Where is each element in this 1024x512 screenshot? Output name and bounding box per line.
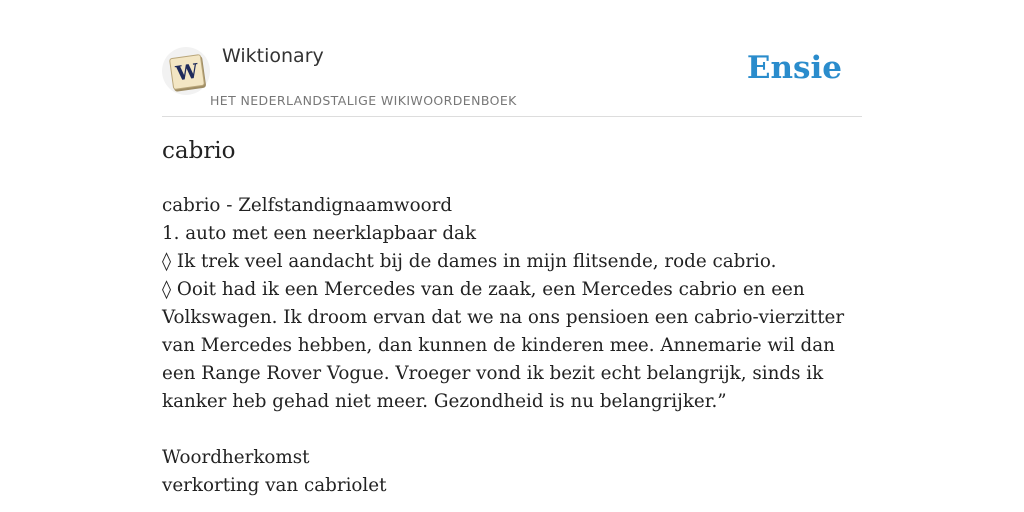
- spacer: [162, 416, 852, 444]
- entry-heading: cabrio - Zelfstandignaamwoord: [162, 195, 453, 216]
- logo-letter: W: [174, 58, 200, 86]
- page-title: cabrio: [162, 138, 236, 164]
- site-tagline: HET NEDERLANDSTALIGE WIKIWOORDENBOEK: [210, 93, 517, 108]
- ensie-brand-link[interactable]: Ensie: [746, 50, 842, 86]
- etymology-heading: Woordherkomst: [162, 447, 310, 468]
- example-sentence: ◊ Ooit had ik een Mercedes van de zaak, een Mercedes cabrio en een Volkswagen. Ik droom ervan dat we na ons pensioen een cabrio-vierzitter van Mercedes hebben, dan kunnen de kinderen mee. Annemarie wil dan een Range Rover Vogue. Vroeger vond ik bezit echt belangrijk, sinds ik kanker heb gehad niet meer. Gezondheid is nu belangrijker.”: [162, 279, 845, 412]
- wiktionary-logo-icon[interactable]: [162, 47, 210, 95]
- example-sentence: ◊ Ik trek veel aandacht bij de dames in mijn flitsende, rode cabrio.: [162, 251, 777, 272]
- logo-tile: [169, 54, 205, 90]
- definition: 1. auto met een neerklapbaar dak: [162, 223, 477, 244]
- site-header: [162, 0, 862, 117]
- etymology-text: verkorting van cabriolet: [162, 475, 387, 496]
- entry-content: [162, 192, 852, 500]
- site-name[interactable]: Wiktionary: [222, 45, 324, 67]
